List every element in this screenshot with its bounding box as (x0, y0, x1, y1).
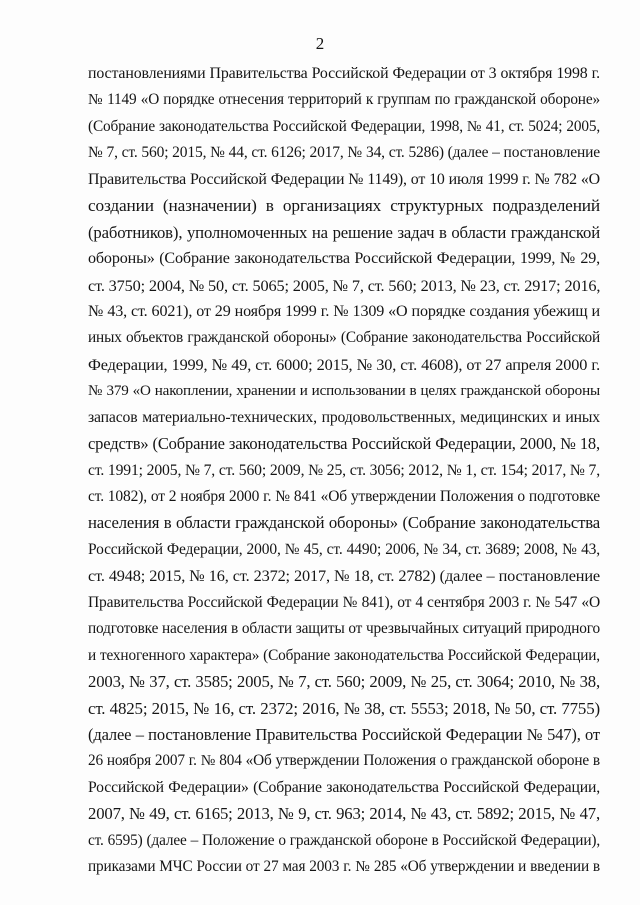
text-line: и техногенного характера» (Собрание законодательства Российской Федерации, (88, 646, 600, 664)
body-text (88, 61, 600, 881)
text-line: (Собрание законодательства Российской Федерации, 1998, № 41, ст. 5024; 2005, (88, 117, 600, 135)
text-line: ст. 1991; 2005, № 7, ст. 560; 2009, № 25, ст. 3056; 2012, № 1, ст. 154; 2017, № 7, (88, 461, 600, 479)
text-line: запасов материально-технических, продовольственных, медицинских и иных (88, 408, 600, 426)
text-line: ст. 3750; 2004, № 50, ст. 5065; 2005, № 7, ст. 560; 2013, № 23, ст. 2917; 2016, (88, 275, 600, 295)
text-line: ст. 6595) (далее – Положение о гражданской обороне в Российской Федерации), (88, 831, 600, 849)
text-line: 2003, № 37, ст. 3585; 2005, № 7, ст. 560; 2009, № 25, ст. 3064; 2010, № 38, (88, 672, 600, 692)
text-line: иных объектов гражданской обороны» (Собрание законодательства Российской (88, 329, 600, 347)
text-line: № 43, ст. 6021), от 29 ноября 1999 г. № 1309 «О порядке создания убежищ и (88, 302, 600, 320)
text-line: (далее – постановление Правительства Российской Федерации № 547), от (88, 724, 600, 744)
text-line: Правительства Российской Федерации № 841), от 4 сентября 2003 г. № 547 «О (88, 593, 600, 611)
text-line: № 1149 «О порядке отнесения территорий к группам по гражданской обороне» (88, 91, 600, 109)
text-line: Российской Федерации» (Собрание законодательства Российской Федерации, (88, 778, 600, 796)
text-line: Российской Федерации, 2000, № 45, ст. 4490; 2006, № 34, ст. 3689; 2008, № 43, (88, 540, 600, 558)
text-line: создании (назначении) в организациях структурных подразделений (88, 196, 600, 216)
text-line: средств» (Собрание законодательства Российской Федерации, 2000, № 18, (88, 434, 600, 454)
text-line: подготовке населения в области защиты от чрезвычайных ситуаций природного (88, 620, 600, 638)
page-number: 2 (315, 34, 325, 53)
text-line: (работников), уполномоченных на решение задач в области гражданской (88, 222, 600, 242)
text-line: 26 ноября 2007 г. № 804 «Об утверждении Положения о гражданской обороне в (88, 752, 600, 770)
text-line: Федерации, 1999, № 49, ст. 6000; 2015, № 30, ст. 4608), от 27 апреля 2000 г. (88, 354, 600, 374)
text-line: 2007, № 49, ст. 6165; 2013, № 9, ст. 963; 2014, № 43, ст. 5892; 2015, № 47, (88, 804, 600, 824)
text-line: обороны» (Собрание законодательства Российской Федерации, 1999, № 29, (88, 250, 600, 268)
text-line: № 7, ст. 560; 2015, № 44, ст. 6126; 2017, № 34, ст. 5286) (далее – постановление (88, 144, 600, 162)
text-line: ст. 4948; 2015, № 16, ст. 2372; 2017, № 18, ст. 2782) (далее – постановление (88, 566, 600, 586)
text-line: населения в области гражданской обороны» (Собрание законодательства (88, 513, 600, 533)
text-line: приказами МЧС России от 27 мая 2003 г. № 285 «Об утверждении и введении в (88, 858, 600, 876)
text-line: постановлениями Правительства Российской Федерации от 3 октября 1998 г. (88, 65, 600, 82)
text-line: Правительства Российской Федерации № 1149), от 10 июля 1999 г. № 782 «О (88, 170, 600, 188)
text-line: ст. 4825; 2015, № 16, ст. 2372; 2016, № 38, ст. 5553; 2018, № 50, ст. 7755) (88, 698, 600, 718)
text-line: № 379 «О накоплении, хранении и использовании в целях гражданской обороны (88, 383, 600, 400)
text-line: ст. 1082), от 2 ноября 2000 г. № 841 «Об утверждении Положения о подготовке (88, 488, 600, 505)
